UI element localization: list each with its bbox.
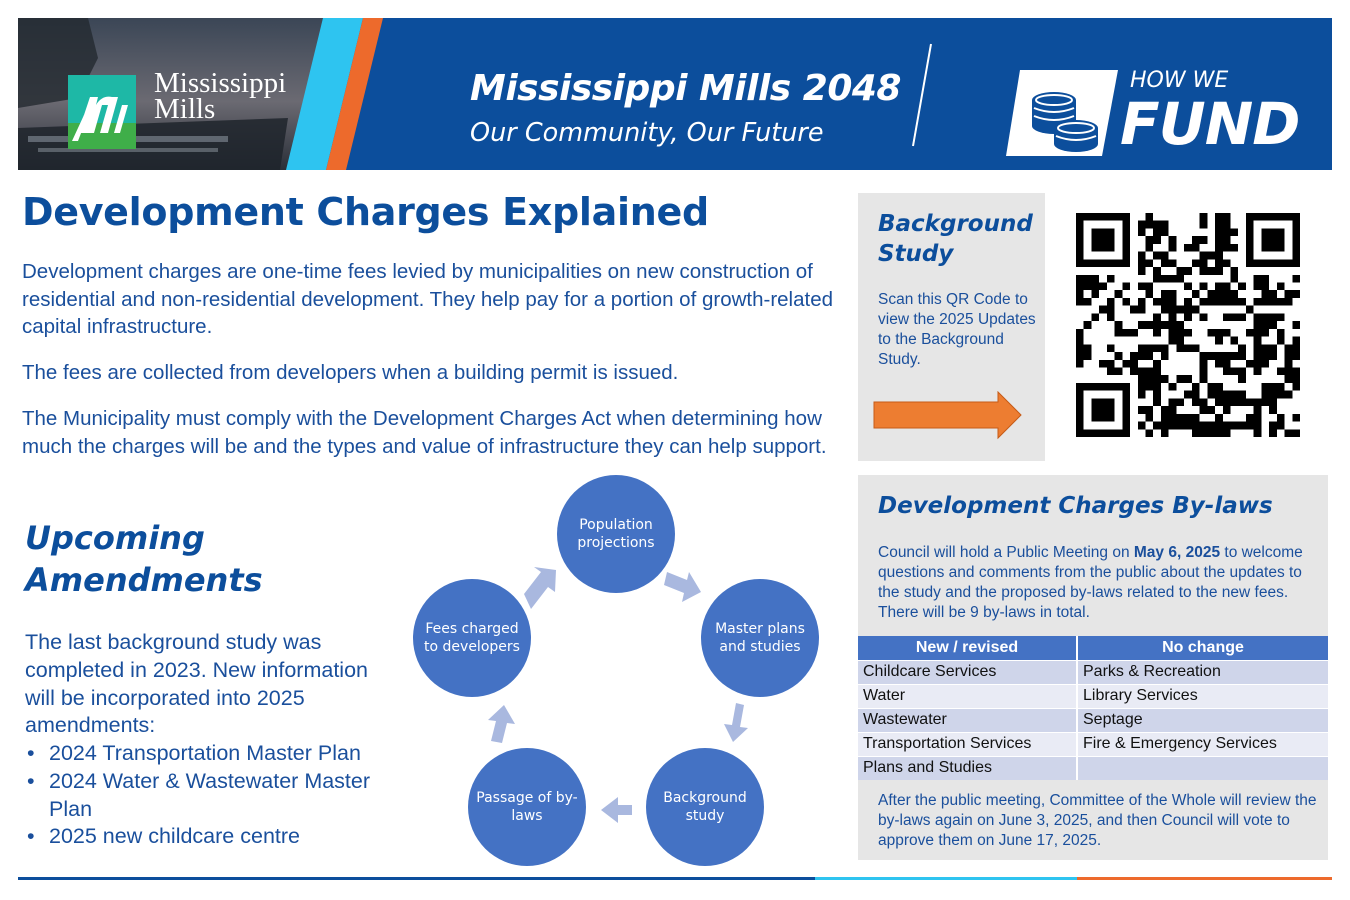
logo-wordmark — [154, 67, 287, 125]
table-cell — [1077, 756, 1328, 780]
bylaws-title: Development Charges By-laws — [878, 493, 1273, 519]
table-row — [858, 732, 1328, 756]
background-study-title — [878, 209, 1033, 269]
cycle-arrow-icon — [601, 797, 632, 823]
footer-stripe-cyan — [815, 877, 1077, 880]
cycle-node-bylaws: Passage of by-laws — [468, 748, 586, 866]
cycle-arrow-icon — [724, 703, 748, 742]
footer-stripe-orange — [1077, 877, 1332, 880]
table-row — [858, 684, 1328, 708]
cycle-node-fees: Fees charged to developers — [413, 579, 531, 697]
amendments-heading-line-2: Amendments — [25, 561, 263, 599]
table-cell: Transportation Services — [858, 732, 1077, 756]
background-study-text: Scan this QR Code to view the 2025 Updates to the Background Study. — [878, 291, 1036, 368]
fund-label-small: HOW WE — [1130, 68, 1229, 93]
intro-paragraph-3: The Municipality must comply with the Development Charges Act when determining how much the charges will be and the types and value of infrastructure they can help support. — [22, 407, 827, 458]
coins-icon — [1006, 70, 1118, 156]
amendments-list — [25, 740, 395, 851]
bylaws-intro-before: Council will hold a Public Meeting on — [878, 544, 1134, 561]
table-cell: Fire & Emergency Services — [1077, 732, 1328, 756]
column-header-new-revised: New / revised — [858, 636, 1077, 660]
list-item: • 2024 Water & Wastewater Master Plan — [25, 768, 395, 824]
table-cell: Wastewater — [858, 708, 1077, 732]
qr-code-icon[interactable] — [1076, 213, 1300, 437]
amendments-heading — [25, 517, 263, 601]
municipal-logo-icon — [68, 75, 136, 149]
footer-stripe-blue — [18, 877, 815, 880]
logo-line-1: Mississippi — [154, 67, 287, 99]
list-item: • 2025 new childcare centre — [25, 823, 395, 851]
bylaws-table — [858, 636, 1328, 780]
intro-paragraph-2: The fees are collected from developers when a building permit is issued. — [22, 361, 679, 384]
fund-label-large: FUND — [1120, 90, 1300, 158]
table-row — [858, 660, 1328, 684]
table-cell: Parks & Recreation — [1077, 660, 1328, 684]
background-study-title-line-2: Study — [878, 241, 954, 267]
bylaws-outro: After the public meeting, Committee of the Whole will review the by-laws again on June 3, 2025, and then Council will vote to approve them on June 17, 2025. — [878, 792, 1317, 849]
banner-title: Mississippi Mills 2048 — [470, 68, 901, 109]
public-meeting-date: May 6, 2025 — [1133, 544, 1221, 561]
background-study-panel — [858, 193, 1045, 461]
column-header-no-change: No change — [1077, 636, 1328, 660]
cycle-arrow-icon — [524, 567, 556, 609]
intro-paragraph-1: Development charges are one-time fees levied by municipalities on new construction of residential and non-residential development. They help pay for a portion of growth-related capital infrastructure. — [22, 260, 834, 338]
arrow-right-icon — [873, 391, 1023, 441]
bylaws-intro-after: to welcome questions and comments from the public about the updates to the study and the proposed by-laws related to the new fees. There will be 9 by-laws in total. — [878, 544, 1303, 621]
table-cell: Childcare Services — [858, 660, 1077, 684]
table-cell: Plans and Studies — [858, 756, 1077, 780]
table-row — [858, 756, 1328, 780]
page-title: Development Charges Explained — [22, 190, 709, 234]
cycle-node-population: Population projections — [557, 475, 675, 593]
cycle-node-background-study: Background study — [646, 748, 764, 866]
header-banner — [18, 18, 1332, 170]
table-cell: Library Services — [1077, 684, 1328, 708]
background-study-title-line-1: Background — [878, 211, 1033, 237]
process-cycle-diagram — [400, 470, 840, 870]
logo-line-2: Mills — [154, 93, 216, 125]
table-cell: Septage — [1077, 708, 1328, 732]
cycle-arrow-icon — [664, 572, 701, 602]
table-header-row — [858, 636, 1328, 660]
table-row — [858, 708, 1328, 732]
amendments-heading-line-1: Upcoming — [25, 519, 205, 557]
amendments-text: The last background study was completed in 2023. New information will be incorporated into 2025 amendments: — [25, 630, 368, 738]
cycle-node-master-plans: Master plans and studies — [701, 579, 819, 697]
list-item: • 2024 Transportation Master Plan — [25, 740, 395, 768]
banner-subtitle: Our Community, Our Future — [470, 118, 824, 148]
table-cell: Water — [858, 684, 1077, 708]
cycle-arrow-icon — [488, 705, 515, 743]
bylaws-intro — [878, 543, 1318, 623]
bylaws-panel — [858, 475, 1328, 860]
